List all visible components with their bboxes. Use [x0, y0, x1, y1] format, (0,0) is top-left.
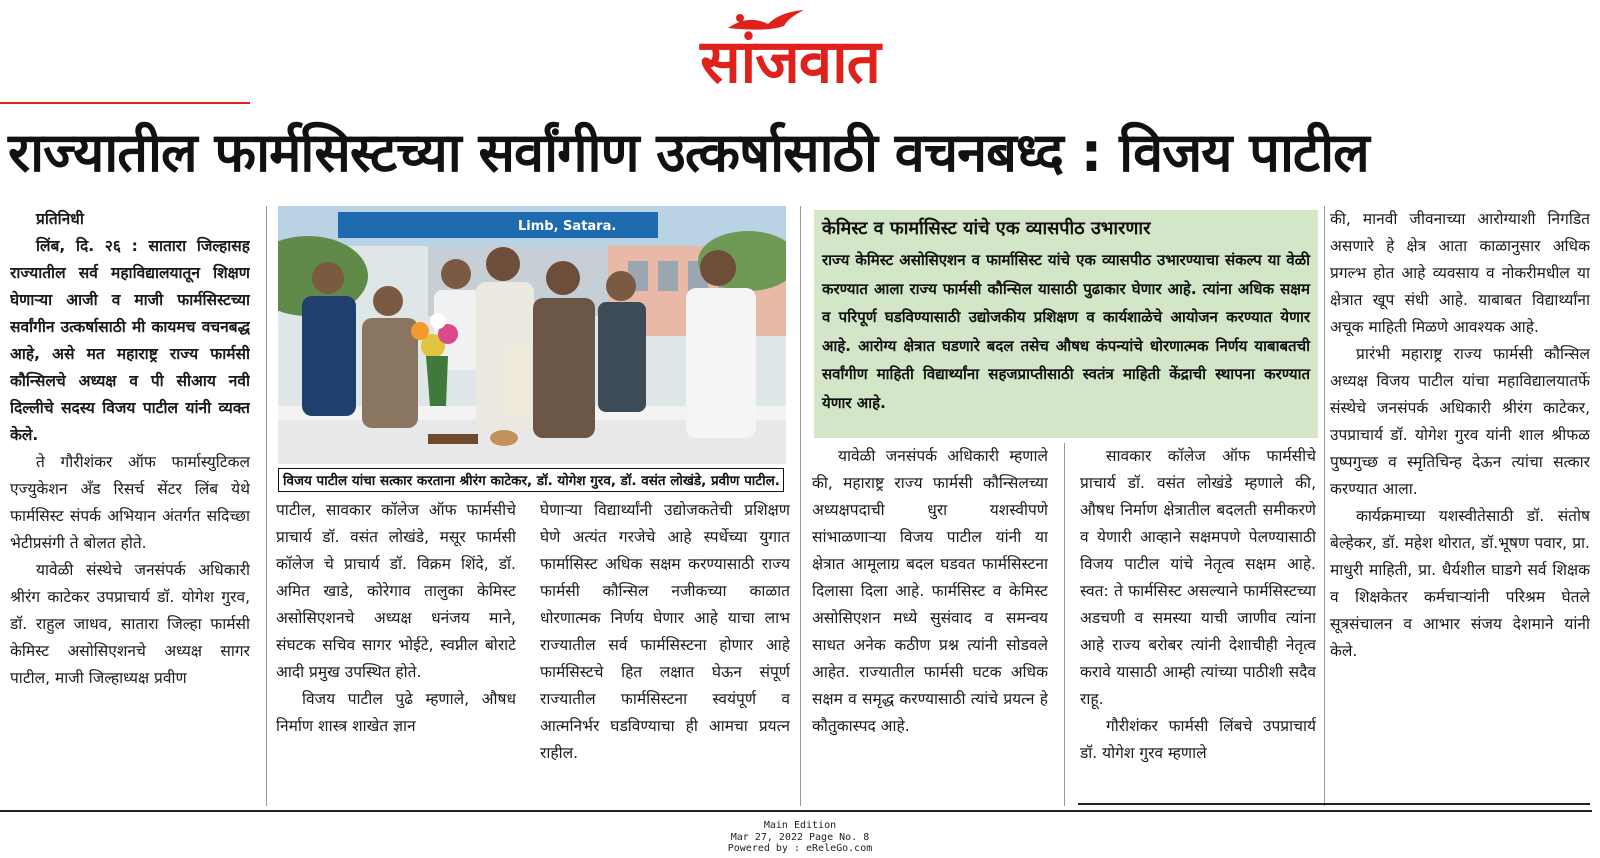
event-photo-illustration — [278, 206, 786, 464]
article-column-6 — [1330, 206, 1590, 806]
paragraph: की, मानवी जीवनाच्या आरोग्याशी निगडित असणारे हे क्षेत्र आता काळानुसार अधिक प्रगल्भ होत आहे व्यवसाय व नोकरीमधील या क्षेत्रात खूप संधी आहे. याबाबत विद्यार्थ्यांना अचूक माहिती मिळणे आवश्यक आहे. — [1330, 210, 1590, 336]
edition-name: Main Edition — [763, 820, 837, 831]
paragraph: ते गौरीशंकर ऑफ फार्मास्युटिकल एज्युकेशन अँड रिसर्च सेंटर लिंब येथे फार्मसिस्ट संपर्क अभियान अंतर्गत सदिच्छा भेटीप्रसंगी ते बोलत होते. — [10, 453, 250, 552]
photo-caption: विजय पाटील यांचा सत्कार करताना श्रीरंग काटेकर, डॉ. योगेश गुरव, डॉ. वसंत लोखंडे, प्रवीण पाटील. — [278, 468, 784, 492]
paragraph: विजय पाटील पुढे म्हणाले, औषध निर्माण शास्त्र शाखेत ज्ञान — [276, 690, 516, 735]
paragraph: सावकार कॉलेज ऑफ फार्मसीचे प्राचार्य डॉ. वसंत लोखंडे म्हणाले की, औषध निर्माण क्षेत्रातील बदलती समीकरणे व येणारी आव्हाने सक्षमपणे पेलण्यासाठी विजय पाटील यांचे नेतृत्व सक्षम आहे. स्वत: ते फार्मसिस्ट असल्याने फार्मसिस्टच्या अडचणी व समस्या याची जाणीव त्यांना आहे राज्य बरोबर त्यांनी देशाचीही नेतृत्व करावे यासाठी आम्ही त्यांच्या पाठीशी सदैव राहू. — [1080, 447, 1316, 708]
highlight-box-title: केमिस्ट व फार्मासिस्ट यांचे एक व्यासपीठ उभारणार — [822, 218, 1151, 239]
column-divider — [1324, 206, 1325, 806]
edition-footer — [700, 820, 900, 855]
highlight-box-body: राज्य केमिस्ट असोसिएशन व फार्मासिस्ट यांचे एक व्यासपीठ उभारण्याचा संकल्प या वेळी करण्यात आला राज्य फार्मसी कौन्सिल यासाठी पुढाकार घेणार आहे. त्यांना अधिक सक्षम व परिपूर्ण घडविण्यासाठी उद्योजकीय प्रशिक्षण व कार्यशाळेचे आयोजन करण्यात येणार आहे. आरोग्य क्षेत्रात घडणारे बदल तसेच औषध कंपन्यांचे धोरणात्मक निर्णय याबाबतची सर्वांगीण माहिती विद्यार्थ्यांना सहजप्राप्तीसाठी स्वतंत्र माहिती केंद्राची स्थापना करण्यात येणार आहे. — [822, 251, 1310, 412]
paragraph: यावेळी संस्थेचे जनसंपर्क अधिकारी श्रीरंग काटेकर उपप्राचार्य डॉ. योगेश गुरव, डॉ. राहुल जाधव, सातारा जिल्हा फार्मसी केमिस्ट असोसिएशनचे अध्यक्ष सागर पाटील, माजी जिल्हाध्यक्ष प्रवीण — [10, 561, 250, 687]
powered-by: Powered by : eReleGo.com — [727, 843, 873, 854]
paragraph: कार्यक्रमाच्या यशस्वीतेसाठी डॉ. संतोष बेल्हेकर, डॉ. महेश थोरात, डॉ.भूषण पवार, प्रा. माधुरी माहिती, प्रा. धैर्यशील घाडगे सर्व शिक्षक व शिक्षकेतर कर्मचाऱ्यांनी परिश्रम घेतले सूत्रसंचालन व आभार संजय देशमाने यांनी केले. — [1330, 507, 1590, 660]
paragraph: घेणाऱ्या विद्यार्थ्यांनी उद्योजकतेची प्रशिक्षण घेणे अत्यंत गरजेचे आहे स्पर्धेच्या युगात फार्मासिस्ट अधिक सक्षम करण्यासाठी राज्य फार्मसी कौन्सिल नजीकच्या काळात धोरणात्मक निर्णय घेणार आहे याचा लाभ राज्यातील सर्व फार्मसिस्टना होणार आहे फार्मसिस्टचे हित लक्षात घेऊन संपूर्ण राज्यातील फार्मसिस्टना स्वयंपूर्ण व आत्मनिर्भर घडविण्याचा ही आमचा प्रयत्न राहील. — [540, 501, 790, 762]
paragraph: यावेळी जनसंपर्क अधिकारी म्हणाले की, महाराष्ट्र राज्य फार्मसी कौन्सिलच्या अध्यक्षपदाची धुरा यशस्वीपणे सांभाळणाऱ्या विजय पाटील यांनी या क्षेत्रात आमूलाग्र बदल घडवत फार्मसिस्टना दिलासा दिला आहे. फार्मसिस्ट व केमिस्ट असोसिएशन मध्ये सुसंवाद व समन्वय साधत अनेक कठीण प्रश्न त्यांनी सोडवले आहेत. राज्यातील फार्मसी घटक अधिक सक्षम व समृद्ध करण्यासाठी त्यांचे प्रयत्न हे कौतुकास्पद आहे. — [812, 447, 1048, 735]
article-column-5 — [1080, 443, 1316, 799]
masthead-rule — [0, 102, 250, 104]
article-column-3 — [540, 497, 790, 807]
column-divider — [1064, 443, 1065, 806]
paragraph: प्रारंभी महाराष्ट्र राज्य फार्मसी कौन्सिल अध्यक्ष विजय पाटील यांचा महाविद्यालयातर्फे संस्थेचे जनसंपर्क अधिकारी श्रीरंग काटेकर, उपप्राचार्य डॉ. योगेश गुरव यांनी शाल श्रीफळ पुष्पगुच्छ व स्मृतिचिन्ह देऊन त्यांचा सत्कार करण्यात आला. — [1330, 345, 1590, 498]
column-divider — [266, 206, 267, 806]
paragraph: गौरीशंकर फार्मसी लिंबचे उपप्राचार्य डॉ. योगेश गुरव म्हणाले — [1080, 717, 1316, 762]
banner-text: Limb, Satara. — [518, 219, 617, 234]
column-divider — [800, 206, 801, 806]
edition-date-page: Mar 27, 2022 Page No. 8 — [730, 831, 870, 843]
article-column-4 — [812, 443, 1048, 807]
masthead-name: सांजवात — [700, 27, 880, 97]
article-end-rule — [1078, 803, 1590, 805]
article-column-2 — [276, 497, 516, 807]
byline: प्रतिनिधी — [36, 210, 84, 228]
bottom-rule — [0, 810, 1592, 812]
masthead-logo — [660, 6, 920, 98]
highlight-box — [814, 210, 1318, 438]
event-photo — [278, 206, 786, 464]
headline: राज्यातील फार्मसिस्टच्या सर्वांगीण उत्कर्षासाठी वचनबध्द : विजय पाटील — [8, 121, 1369, 184]
paragraph: पाटील, सावकार कॉलेज ऑफ फार्मसीचे प्राचार्य डॉ. वसंत लोखंडे, मसूर फार्मसी कॉलेज चे प्राचार्य डॉ. विक्रम शिंदे, डॉ. अमित खाडे, कोरेगाव तालुका केमिस्ट असोसिएशनचे अध्यक्ष धनंजय माने, संघटक सचिव सागर भोईटे, स्वप्नील बोराटे आदी प्रमुख उपस्थित होते. — [276, 501, 516, 681]
lead-paragraph: लिंब, दि. २६ : सातारा जिल्हासह राज्यातील सर्व महाविद्यालयातून शिक्षण घेणाऱ्या आजी व माजी फार्मसिस्टच्या सर्वांगीन उत्कर्षासाठी मी कायमच वचनबद्ध आहे, असे मत महाराष्ट्र राज्य फार्मसी कौन्सिलचे अध्यक्ष व पी सीआय नवी दिल्लीचे सदस्य विजय पाटील यांनी व्यक्त केले. — [10, 237, 250, 444]
article-column-1 — [10, 206, 250, 806]
